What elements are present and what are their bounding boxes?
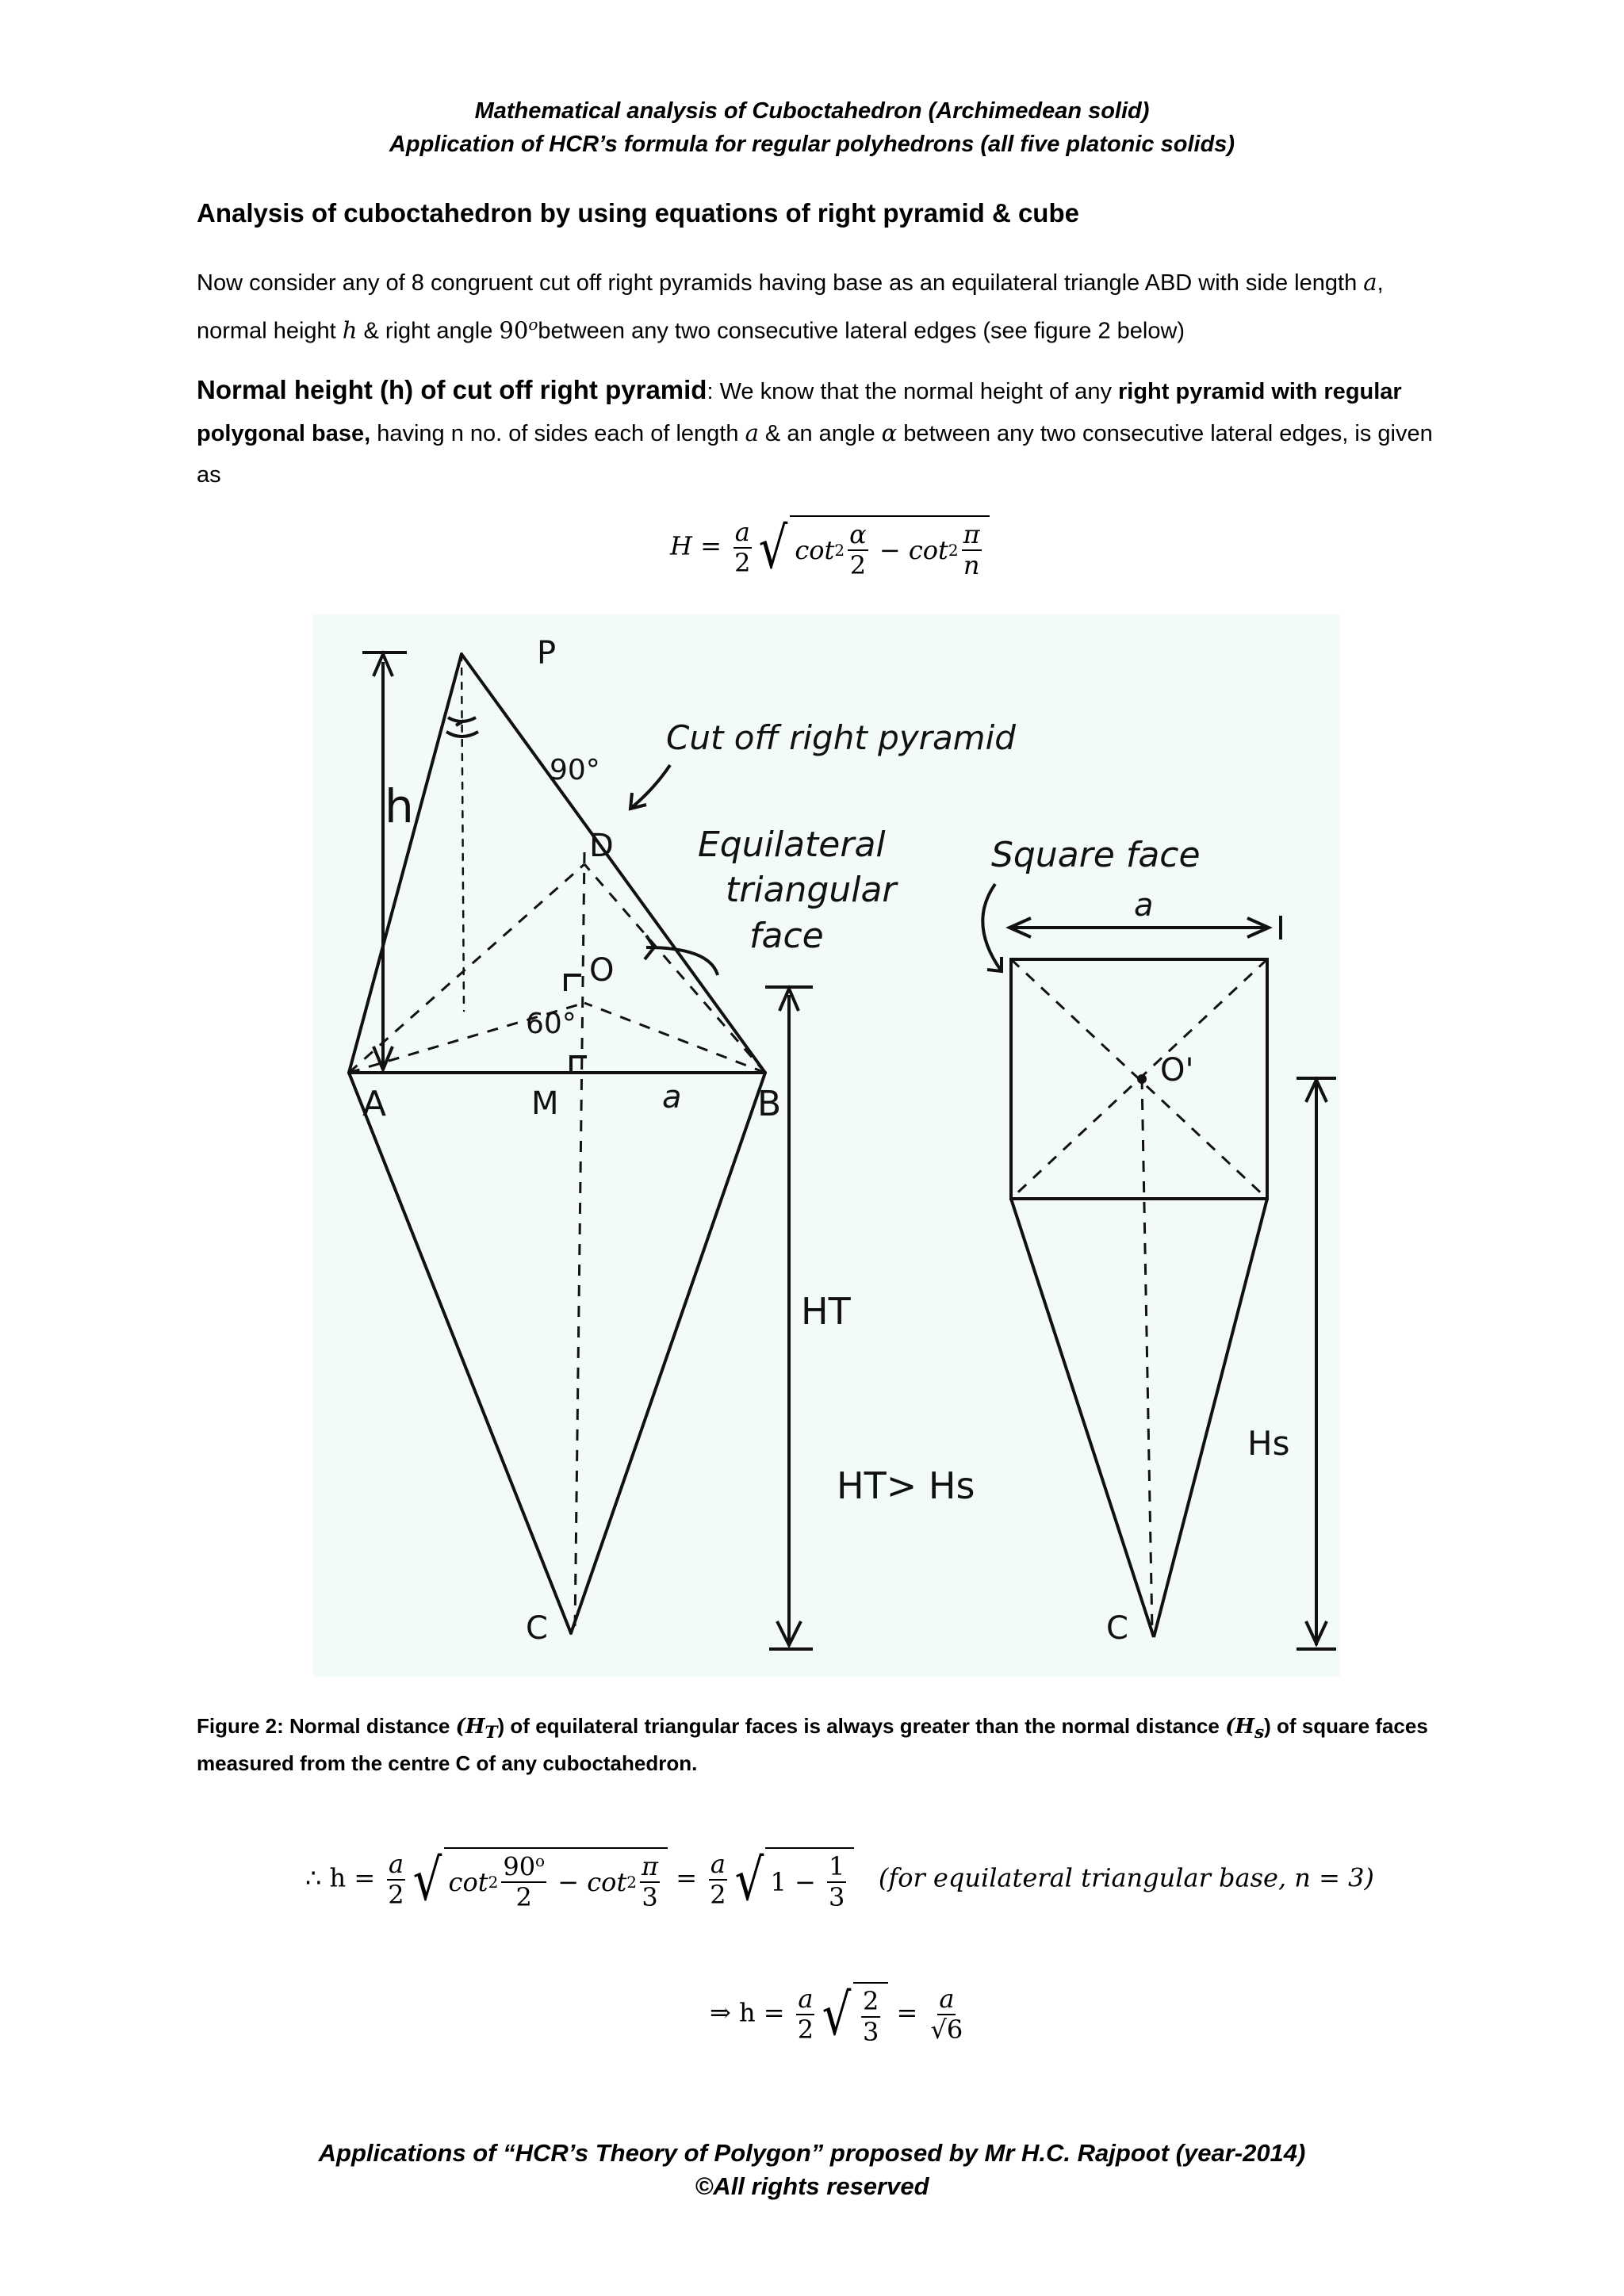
p1-text-3: & right angle <box>357 318 500 344</box>
p1-text-4: between any two consecutive lateral edges (see figure 2 below) <box>538 318 1185 344</box>
label-ineq: HT> Hs <box>837 1464 975 1507</box>
figure-2-svg <box>313 614 1340 1677</box>
f2-note: (for equilateral triangular base, n = 3) <box>878 1862 1374 1893</box>
header-line-1: Mathematical analysis of Cuboctahedron (Archimedean solid) <box>474 98 1150 124</box>
section-title: Analysis of cuboctahedron by using equations of right pyramid & cube <box>197 198 1079 228</box>
caption-text-1: Figure 2: Normal distance <box>197 1714 456 1738</box>
label-angle-90: 90° <box>550 754 600 786</box>
label-B: B <box>757 1084 782 1124</box>
p2-var-a: a <box>745 419 759 446</box>
label-HT: HT <box>801 1290 851 1333</box>
label-C-right: C <box>1106 1610 1128 1647</box>
p1-text-1: Now consider any of 8 congruent cut off right pyramids having base as an equilateral triangle ABD with side length <box>197 270 1364 296</box>
p2-var-alpha: α <box>881 419 898 446</box>
f1-lhs: H = <box>670 530 722 561</box>
label-A: A <box>362 1084 387 1124</box>
label-cut-off: Cut off right pyramid <box>666 718 1016 757</box>
p2-colon: : We know that the normal height of any <box>707 379 1118 404</box>
caption-text-3: of square faces measured from the centre C of any cuboctahedron. <box>197 1714 1428 1776</box>
header-line-2: Application of HCR’s formula for regular polyhedrons (all five platonic solids) <box>389 132 1235 157</box>
p1-var-h: h <box>342 316 358 344</box>
paragraph-1 <box>197 262 1434 352</box>
label-P: P <box>537 635 557 672</box>
label-C-left: C <box>526 1610 548 1647</box>
label-M: M <box>531 1085 559 1122</box>
p1-text-2: , normal height <box>197 270 1384 344</box>
formula-h-result: ⇒ h = $\frac{a}{2}$ √ $\frac{2}{3}$ = $\frac{a}{√6}$ <box>710 1980 963 2048</box>
p2-text-1: having n no. of sides each of length <box>370 421 745 446</box>
figure-caption: Figure 2: Normal distance $(H_T)$ of equilateral triangular faces is always greater than the normal distance $(H_s)$ of square faces measured from the centre C of any cuboctahedron. <box>197 1714 1428 1776</box>
paragraph-2 <box>197 369 1434 496</box>
p2-text-3: between any two consecutive lateral edges, is given as <box>197 421 1433 488</box>
caption-text-2: of equilateral triangular faces is always greater than the normal distance <box>504 1714 1226 1738</box>
p2-heading: Normal height (h) of cut off right pyramid <box>197 375 707 404</box>
label-h: h <box>385 779 414 833</box>
label-D: D <box>589 828 614 864</box>
label-angle-60: 60° <box>526 1008 576 1040</box>
p2-text-2: & an angle <box>758 421 882 446</box>
label-square-face: Square face <box>991 835 1201 875</box>
label-HS: Hs <box>1247 1424 1290 1463</box>
label-O: O <box>589 952 615 989</box>
formula-h-substitution: ∴ h = $\frac{a}{2}$ √ cot 2 $\frac{90^o}{2}$ − cot 2 $\frac{\pi}{3}$ = $\frac{a}{2}$ √ 1 − $\frac{1}{3}$ (for equilateral triangular base, n = 3) <box>305 1846 1374 1914</box>
label-equilateral-3: face <box>749 916 824 956</box>
label-a-left: a <box>662 1079 682 1115</box>
label-O-prime: O' <box>1160 1052 1194 1089</box>
figure-2-diagram <box>313 614 1340 1677</box>
f1-sqrt: √ cot 2 $\frac{\alpha}{2}$ − cot 2 $\frac{\pi}{n}$ <box>755 515 989 580</box>
p1-deg: o <box>528 315 538 334</box>
label-equilateral-2: triangular <box>726 870 897 910</box>
footer-line-1: Applications of “HCR’s Theory of Polygon” proposed by Mr H.C. Rajpoot (year-2014) <box>318 2139 1306 2167</box>
footer-line-2: ©All rights reserved <box>695 2172 929 2200</box>
p1-angle: 90 <box>499 316 529 344</box>
formula-pyramid-height <box>670 515 990 580</box>
p1-var-a: a <box>1363 269 1377 296</box>
p2-bold: right pyramid with regular polygonal base, <box>197 379 1402 446</box>
label-a-right: a <box>1134 887 1154 924</box>
f1-frac-a2: $\frac{a}{2}$ <box>734 517 751 578</box>
label-equilateral-1: Equilateral <box>698 825 886 865</box>
